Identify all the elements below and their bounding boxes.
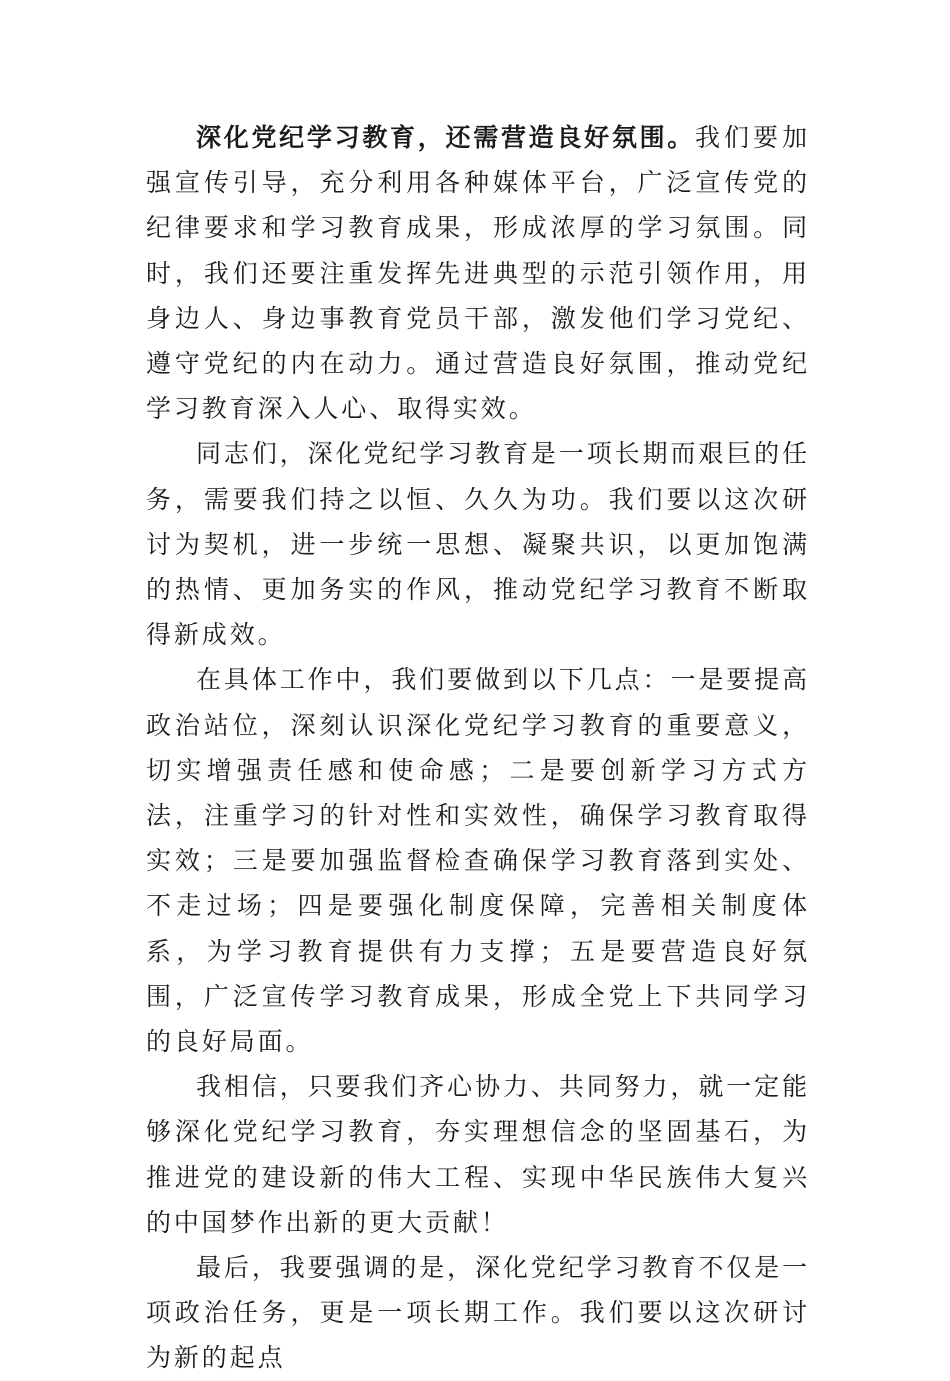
paragraph-belief: 我相信，只要我们齐心协力、共同努力，就一定能够深化党纪学习教育，夯实理想信念的坚固基石，为推进党的建设新的伟大工程、实现中华民族伟大复兴的中国梦作出新的更大贡献！ bbox=[146, 1072, 810, 1237]
paragraph-atmosphere bbox=[146, 115, 810, 431]
paragraph-lead-heading: 深化党纪学习教育，还需营造良好氛围。 bbox=[196, 123, 696, 152]
paragraph-finally: 最后，我要强调的是，深化党纪学习教育不仅是一项政治任务，更是一项长期工作。我们要以这次研讨为新的起点 bbox=[146, 1253, 810, 1373]
paragraph-comrades: 同志们，深化党纪学习教育是一项长期而艰巨的任务，需要我们持之以恒、久久为功。我们要以这次研讨为契机，进一步统一思想、凝聚共识，以更加饱满的热情、更加务实的作风，推动党纪学习教育不断取得新成效。 bbox=[146, 439, 810, 650]
document-body bbox=[146, 115, 810, 1381]
paragraph-specific-work: 在具体工作中，我们要做到以下几点：一是要提高政治站位，深刻认识深化党纪学习教育的重要意义，切实增强责任感和使命感；二是要创新学习方式方法，注重学习的针对性和实效性，确保学习教育取得实效；三是要加强监督检查确保学习教育落到实处、不走过场；四是要强化制度保障，完善相关制度体系，为学习教育提供有力支撑；五是要营造良好氛围，广泛宣传学习教育成果，形成全党上下共同学习的良好局面。 bbox=[146, 665, 810, 1057]
paragraph-text: 我们要加强宣传引导，充分利用各种媒体平台，广泛宣传党的纪律要求和学习教育成果，形成浓厚的学习氛围。同时，我们还要注重发挥先进典型的示范引领作用，用身边人、身边事教育党员干部，激发他们学习党纪、遵守党纪的内在动力。通过营造良好氛围，推动党纪学习教育深入人心、取得实效。 bbox=[146, 123, 810, 424]
